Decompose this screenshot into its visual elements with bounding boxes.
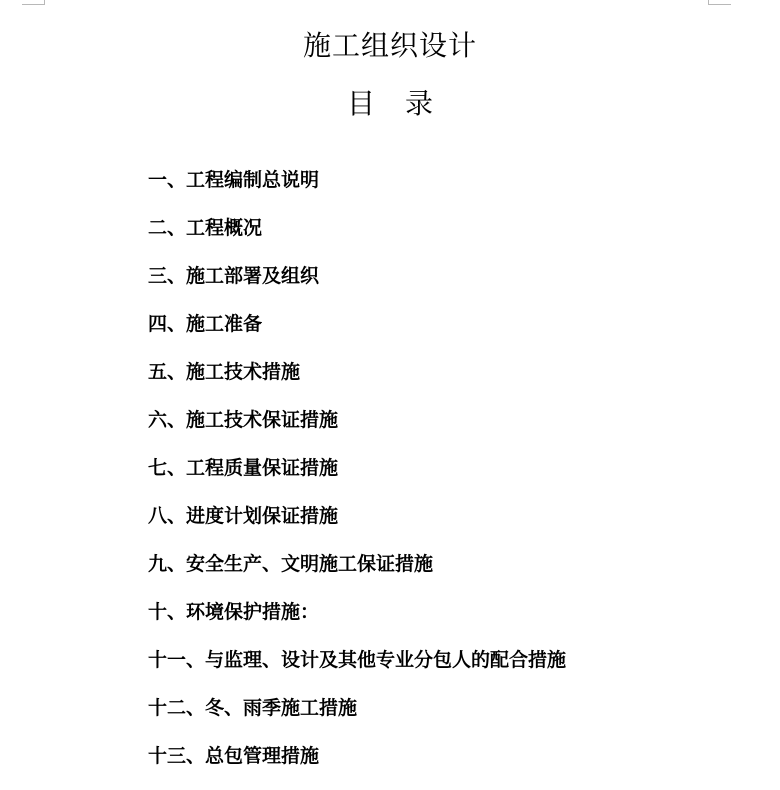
toc-heading-char-right: 录 bbox=[405, 87, 434, 120]
page-corner-mark-right bbox=[708, 0, 731, 5]
toc-heading-char-left: 目 bbox=[346, 87, 375, 120]
toc-heading bbox=[0, 84, 780, 124]
toc-list bbox=[148, 166, 566, 790]
toc-item: 八、进度计划保证措施 bbox=[148, 505, 339, 527]
toc-item: 三、施工部署及组织 bbox=[148, 265, 320, 287]
toc-item: 四、施工准备 bbox=[148, 313, 263, 335]
toc-item: 七、工程质量保证措施 bbox=[148, 457, 339, 479]
page-corner-mark-left bbox=[22, 0, 45, 5]
document-title: 施工组织设计 bbox=[302, 29, 477, 62]
toc-item: 二、工程概况 bbox=[148, 217, 263, 239]
toc-item: 十、环境保护措施： bbox=[148, 601, 320, 623]
toc-item: 五、施工技术措施 bbox=[148, 361, 301, 383]
toc-item: 十一、与监理、设计及其他专业分包人的配合措施 bbox=[148, 649, 567, 671]
toc-item: 十三、总包管理措施 bbox=[148, 745, 320, 767]
toc-item: 六、施工技术保证措施 bbox=[148, 409, 339, 431]
toc-item: 十二、冬、雨季施工措施 bbox=[148, 697, 358, 719]
toc-item: 九、安全生产、文明施工保证措施 bbox=[148, 553, 434, 575]
toc-item: 一、工程编制总说明 bbox=[148, 169, 320, 191]
